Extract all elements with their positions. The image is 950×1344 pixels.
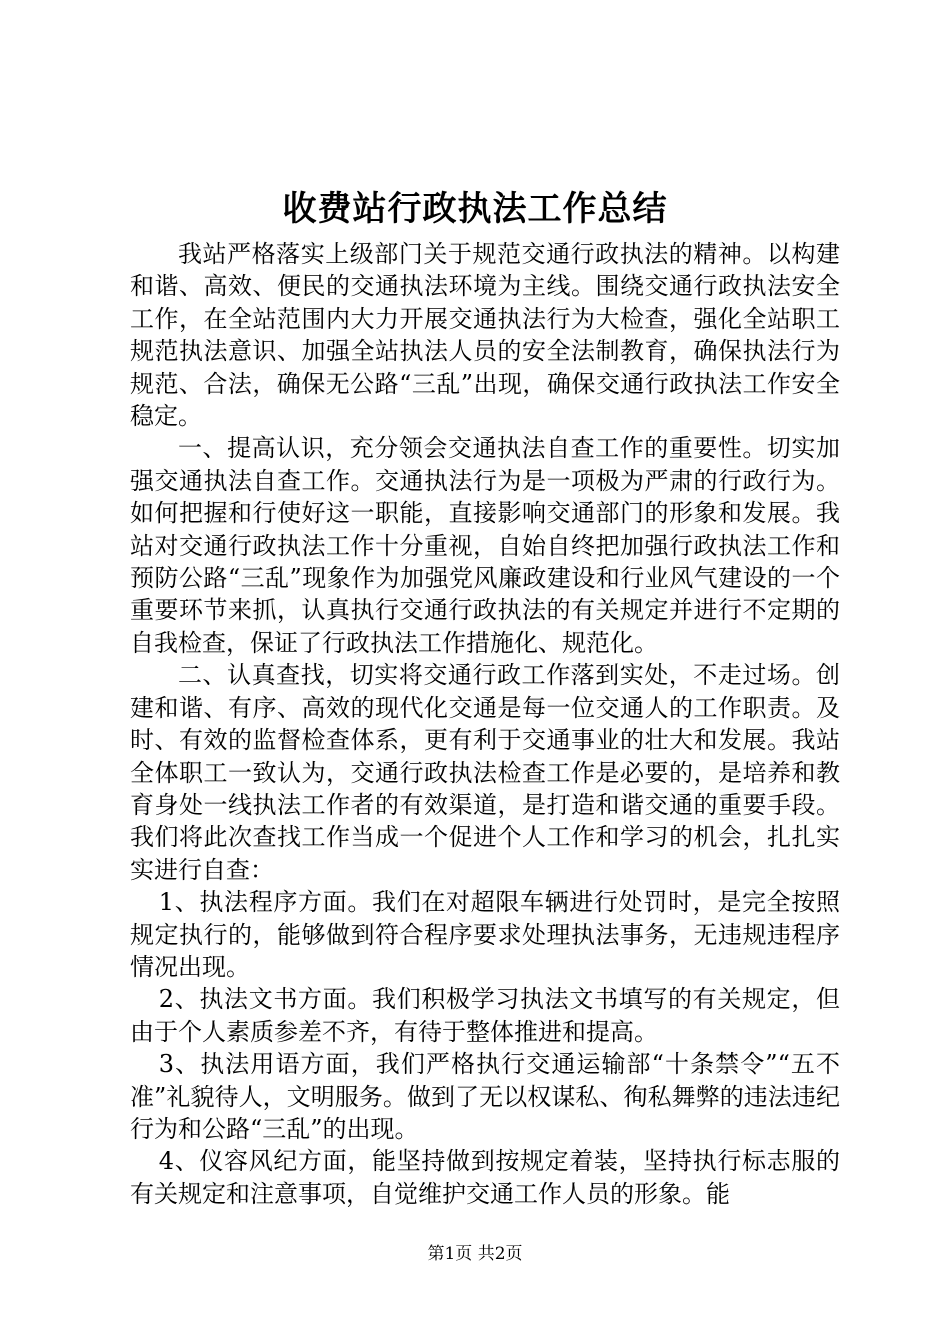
paragraph-item-2: 2、执法文书方面。我们积极学习执法文书填写的有关规定，但由于个人素质参差不齐，有待于整体推进和提高。 [130, 985, 840, 1046]
paragraph-section-1: 一、提高认识，充分领会交通执法自查工作的重要性。切实加强交通执法自查工作。交通执法行为是一项极为严肃的行政行为。如何把握和行使好这一职能，直接影响交通部门的形象和发展。我站对交通行政执法工作十分重视，自始自终把加强行政执法工作和预防公路“三乱”现象作为加强党风廉政建设和行业风气建设的一个重要环节来抓，认真执行交通行政执法的有关规定并进行不定期的自我检查，保证了行政执法工作措施化、规范化。 [130, 434, 840, 657]
paragraph-section-2: 二、认真查找，切实将交通行政工作落到实处，不走过场。创建和谐、有序、高效的现代化交通是每一位交通人的工作职责。及时、有效的监督检查体系，更有利于交通事业的壮大和发展。我站全体职工一致认为，交通行政执法检查工作是必要的，是培养和教育身处一线执法工作者的有效渠道，是打造和谐交通的重要手段。我们将此次查找工作当成一个促进个人工作和学习的机会，扎扎实实进行自查： [130, 661, 840, 884]
document-title: 收费站行政执法工作总结 [282, 189, 668, 229]
paragraph-intro: 我站严格落实上级部门关于规范交通行政执法的精神。以构建和谐、高效、便民的交通执法环境为主线。围绕交通行政执法安全工作，在全站范围内大力开展交通执法行为大检查，强化全站职工规范执法意识、加强全站执法人员的安全法制教育，确保执法行为规范、合法，确保无公路“三乱”出现，确保交通行政执法工作安全稳定。 [130, 240, 840, 431]
paragraph-item-3: 3、执法用语方面，我们严格执行交通运输部“十条禁令”“五不准”礼貌待人，文明服务。做到了无以权谋私、徇私舞弊的违法违纪行为和公路“三乱”的出现。 [130, 1050, 840, 1143]
paragraph-item-1: 1、执法程序方面。我们在对超限车辆进行处罚时，是完全按照规定执行的，能够做到符合程序要求处理执法事务，无违规违程序情况出现。 [130, 888, 840, 981]
page-number-footer: 第1页 共2页 [427, 1244, 523, 1264]
document-body [130, 238, 840, 1210]
paragraph-item-4: 4、仪容风纪方面，能坚持做到按规定着装，坚持执行标志服的有关规定和注意事项，自觉维护交通工作人员的形象。能 [130, 1147, 840, 1208]
